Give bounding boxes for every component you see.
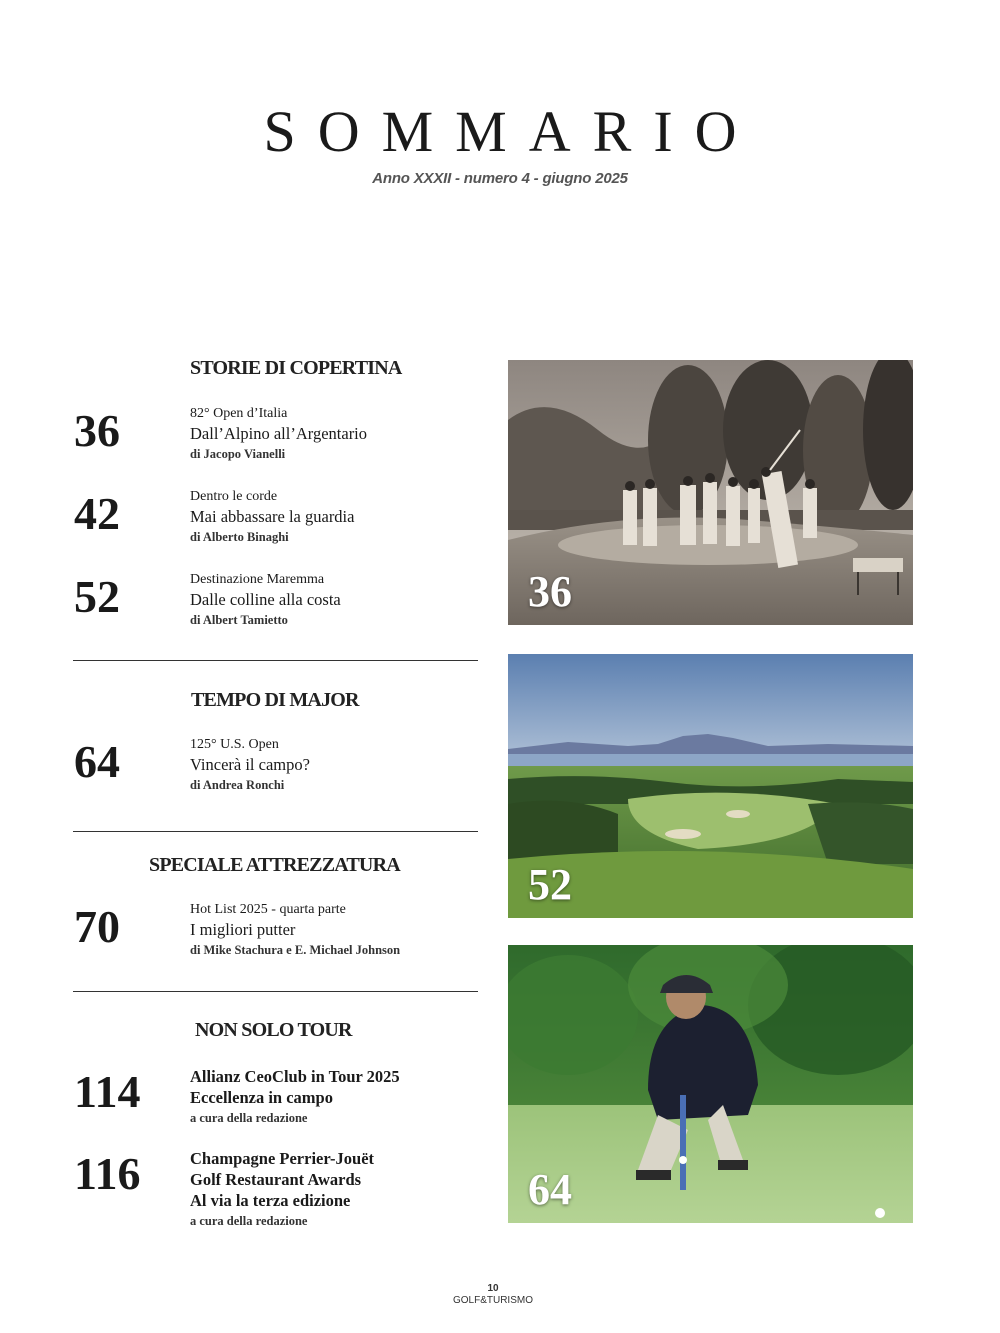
maremma-golf-course-photo[interactable] [508, 654, 913, 918]
entry-kicker: Champagne Perrier-Jouët [190, 1149, 375, 1168]
entry-byline: di Mike Stachura e E. Michael Johnson [190, 943, 401, 957]
golfer-reading-green-photo[interactable] [508, 945, 913, 1223]
entry-byline: a cura della redazione [190, 1214, 308, 1228]
vintage-golf-photo[interactable] [508, 360, 913, 625]
entry-headline: Dalle colline alla costa [190, 590, 341, 609]
entry-byline: di Alberto Binaghi [190, 530, 289, 544]
entry-byline: di Andrea Ronchi [190, 778, 285, 792]
toc-entry[interactable] [190, 1066, 400, 1128]
section-divider [73, 660, 478, 661]
entry-kicker: 82° Open d’Italia [190, 406, 288, 421]
page-number[interactable]: 42 [74, 488, 120, 539]
magazine-name: GOLF&TURISMO [452, 1295, 533, 1306]
folio-number: 10 [487, 1283, 499, 1294]
entry-kicker: Hot List 2025 - quarta parte [190, 902, 346, 917]
section-divider [73, 991, 478, 992]
entry-kicker: Destinazione Maremma [190, 572, 325, 587]
toc-entry[interactable] [190, 571, 341, 630]
toc-entry[interactable] [190, 1148, 374, 1231]
entry-kicker: Allianz CeoClub in Tour 2025 [190, 1067, 400, 1086]
issue-info: Anno XXXII - numero 4 - giugno 2025 [372, 170, 628, 187]
entry-byline: di Albert Tamietto [190, 613, 288, 627]
section-heading-non-solo-tour: NON SOLO TOUR [195, 1019, 352, 1041]
section-divider [73, 831, 478, 832]
page-number[interactable]: 116 [74, 1148, 141, 1199]
entry-headline: Dall’Alpino all’Argentario [190, 424, 368, 443]
entry-byline: di Jacopo Vianelli [190, 447, 286, 461]
entry-byline: a cura della redazione [190, 1111, 308, 1125]
entry-headline: Mai abbassare la guardia [190, 507, 355, 526]
photo-page-label: 64 [528, 1165, 572, 1214]
page-number[interactable]: 36 [74, 405, 120, 456]
toc-entry[interactable] [190, 405, 367, 464]
page-number[interactable]: 52 [74, 571, 120, 622]
section-heading-speciale-attrezzatura: SPECIALE ATTREZZATURA [149, 854, 400, 876]
entry-headline: Vincerà il campo? [190, 755, 310, 774]
entry-headline: I migliori putter [190, 920, 296, 939]
page-number[interactable]: 64 [74, 736, 120, 787]
section-heading-storie-di-copertina: STORIE DI COPERTINA [190, 357, 402, 379]
toc-entry[interactable] [190, 901, 400, 960]
page-title: SOMMARIO [263, 99, 759, 164]
section-heading-tempo-di-major: TEMPO DI MAJOR [191, 689, 359, 711]
entry-headline: Eccellenza in campo [190, 1088, 333, 1107]
toc-entry[interactable] [190, 488, 354, 547]
page-number[interactable]: 114 [74, 1066, 141, 1117]
photo-page-label: 52 [528, 860, 572, 909]
entry-kicker: Dentro le corde [190, 489, 278, 504]
page-number[interactable]: 70 [74, 901, 120, 952]
toc-entry[interactable] [190, 736, 310, 795]
page-footer [0, 1283, 986, 1307]
page-header [0, 100, 1000, 187]
entry-kicker: 125° U.S. Open [190, 737, 279, 752]
entry-kicker-line-2: Golf Restaurant Awards [190, 1170, 362, 1189]
photo-page-label: 36 [528, 567, 572, 616]
entry-headline: Al via la terza edizione [190, 1191, 351, 1210]
